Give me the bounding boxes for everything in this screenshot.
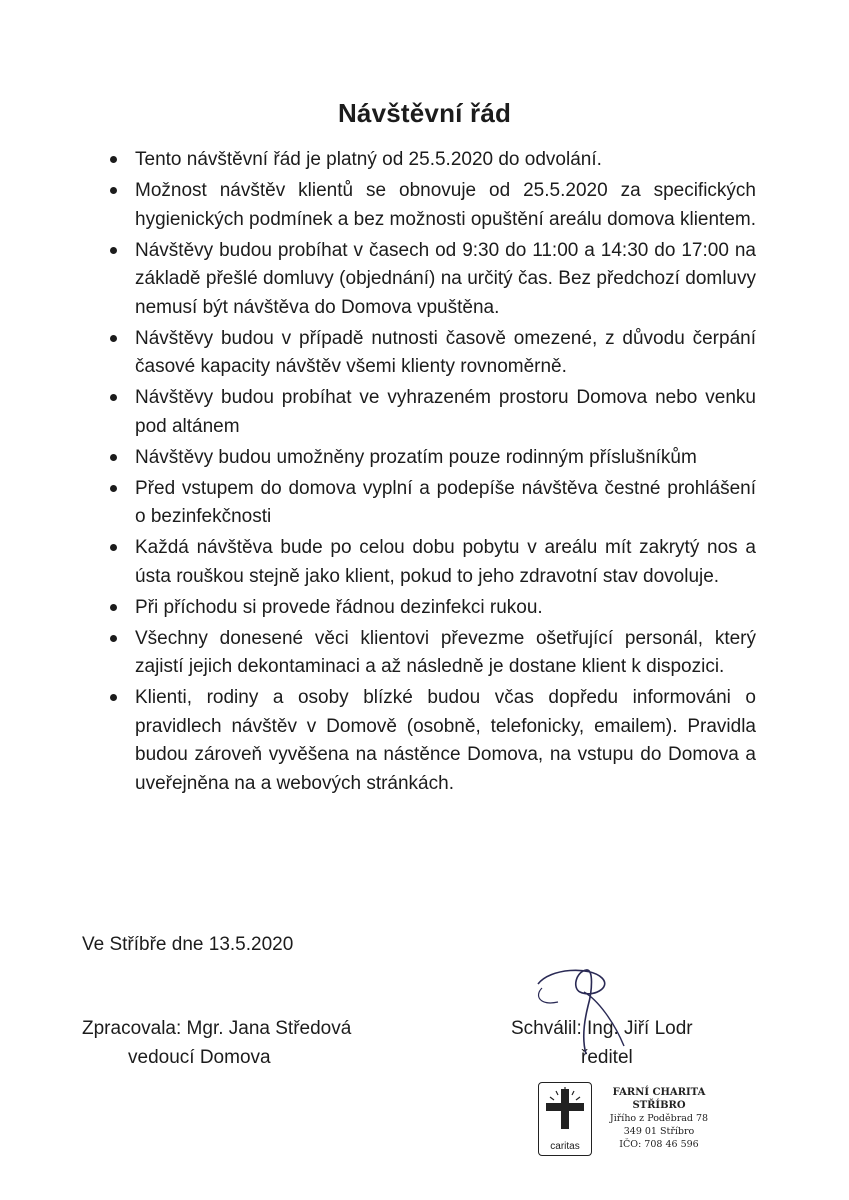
approved-by-label: Schválil: Ing. Jiří Lodr	[511, 1018, 693, 1039]
stamp-address-line2: 349 01 Stříbro	[623, 1126, 695, 1137]
rule-item: Tento návštěvní řád je platný od 25.5.2020 do odvolání.	[108, 146, 756, 175]
document-title: Návštěvní řád	[337, 98, 512, 128]
rule-item: Návštěvy budou probíhat ve vyhrazeném prostoru Domova nebo venku pod altánem	[108, 384, 756, 441]
rule-item: Možnost návštěv klientů se obnovuje od 25.5.2020 za specifických hygienických podmínek a bez možnosti opuštění areálu domova klientem.	[108, 177, 756, 234]
prepared-by-label: Zpracovala: Mgr. Jana Středová	[82, 1018, 352, 1039]
rule-item: Návštěvy budou probíhat v časech od 9:30 do 11:00 a 14:30 do 17:00 na základě přešlé domluvy (objednání) na určitý čas. Bez předchozí domluvy nemusí být návštěva do Domova vpuštěna.	[108, 237, 756, 323]
stamp-ico: IČO: 708 46 596	[619, 1139, 699, 1150]
rule-item: Každá návštěva bude po celou dobu pobytu v areálu mít zakrytý nos a ústa rouškou stejně jako klient, pokud to jeho zdravotní stav dovoluje.	[108, 534, 756, 591]
place-date: Ve Stříbře dne 13.5.2020	[82, 934, 294, 955]
stamp-address-line1: Jiřího z Poděbrad 78	[609, 1113, 709, 1124]
stamp-org-line2: STŘÍBRO	[632, 1100, 686, 1111]
approved-by-role: ředitel	[581, 1047, 633, 1068]
stamp-org-line1: FARNÍ CHARITA	[612, 1087, 706, 1098]
signature-icon	[520, 962, 630, 1058]
prepared-by-block	[82, 1014, 351, 1072]
rule-item: Při příchodu si provede řádnou dezinfekci rukou.	[108, 594, 756, 623]
rule-item: Návštěvy budou umožněny prozatím pouze rodinným příslušníkům	[108, 444, 756, 473]
rule-item: Všechny donesené věci klientovi převezme ošetřující personál, který zajistí jejich dekontaminaci a až následně je dostane klient k dispozici.	[108, 625, 756, 682]
stamp-text	[600, 1086, 718, 1151]
rule-item: Před vstupem do domova vyplní a podepíše návštěva čestné prohlášení o bezinfekčnosti	[108, 475, 756, 532]
prepared-by-role: vedoucí Domova	[128, 1047, 271, 1068]
rule-item: Klienti, rodiny a osoby blízké budou včas dopředu informováni o pravidlech návštěv v Domově (osobně, telefonicky, emailem). Pravidla budou zároveň vyvěšena na nástěnce Domova, na vstupu do Domova a uveřejněna na a webových stránkách.	[108, 684, 756, 798]
rule-item: Návštěvy budou v případě nutnosti časově omezené, z důvodu čerpání časové kapacity návštěv všemi klienty rovnoměrně.	[108, 325, 756, 382]
rules-list	[108, 146, 756, 801]
cross-icon	[544, 1087, 586, 1131]
caritas-text: caritas	[550, 1141, 580, 1152]
caritas-logo	[538, 1082, 592, 1156]
organization-stamp	[538, 1078, 718, 1168]
